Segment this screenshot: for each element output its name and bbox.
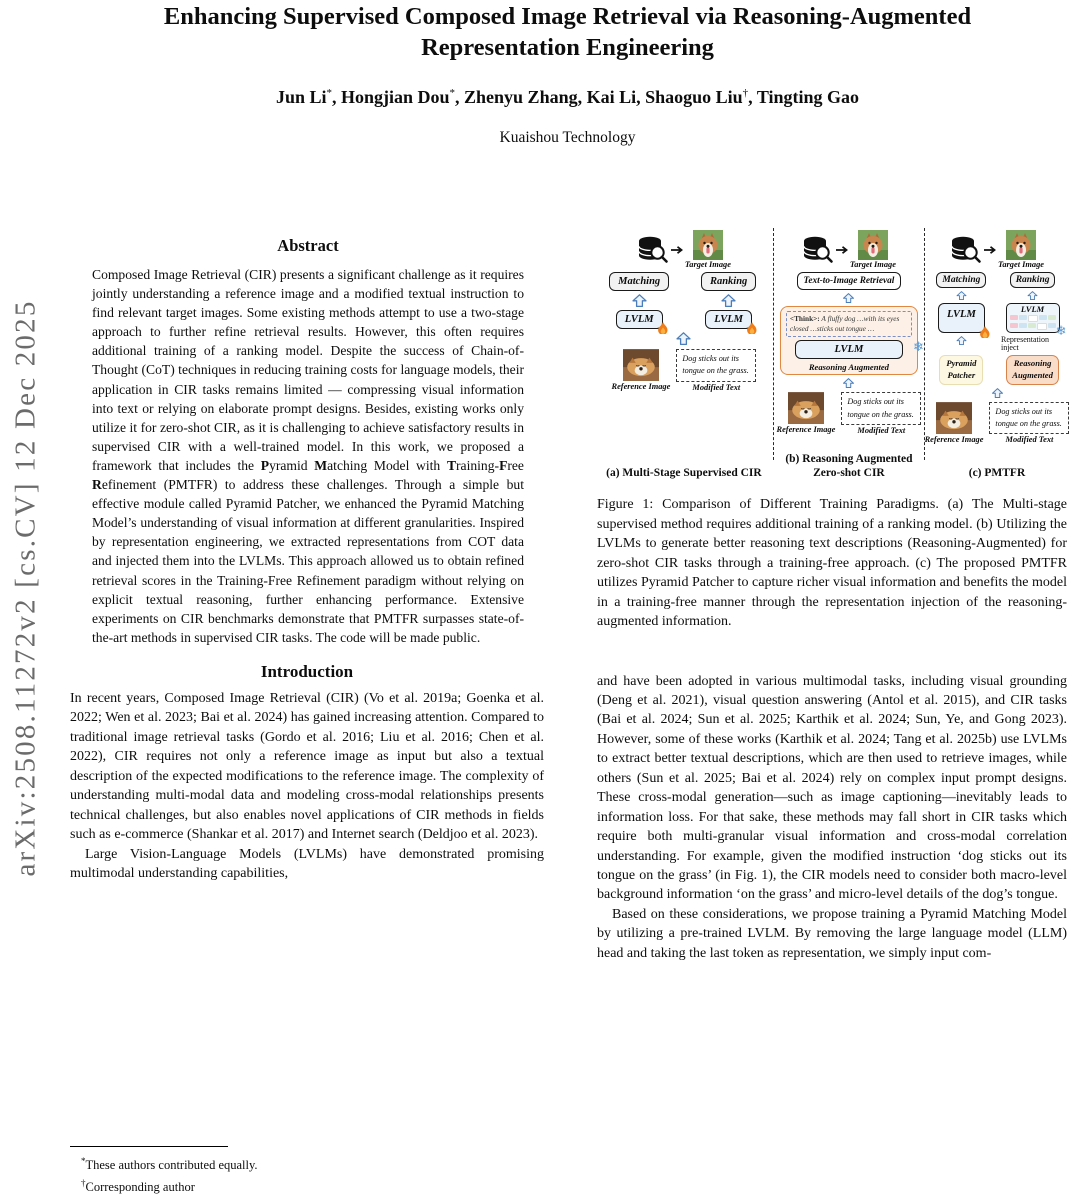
snowflake-icon: ❄ xyxy=(1055,324,1067,340)
modified-text-label: Modified Text xyxy=(1005,435,1054,445)
modified-text-box: Dog sticks out its tongue on the grass. xyxy=(989,402,1069,435)
target-image-label: Target Image xyxy=(684,260,731,269)
arrow-right-icon xyxy=(671,246,683,254)
abstract-heading: Abstract xyxy=(277,236,339,255)
flame-icon xyxy=(657,322,669,334)
reference-image xyxy=(936,402,972,434)
up-arrow-icon xyxy=(721,294,736,307)
footnotes xyxy=(70,1146,544,1196)
think-text-box: <Think>: A fluffy dog …with its eyes closed …sticks out tongue … xyxy=(786,311,912,337)
panel-separator xyxy=(773,228,774,460)
reference-image xyxy=(623,349,659,381)
right-column xyxy=(597,228,1067,963)
reference-image xyxy=(788,392,824,424)
matching-box: Matching xyxy=(936,272,986,288)
right-paragraph-2: Based on these considerations, we propose training a Pyramid Matching Model by utilizing a pre-trained LVLM. By removing the large language model (LLM) head and taking the last token as representation, we simply input com- xyxy=(597,906,1067,961)
snowflake-icon: ❄ xyxy=(913,340,924,356)
arxiv-sidebar-label: arXiv:2508.11272v2 [cs.CV] 12 Dec 2025 xyxy=(9,299,42,877)
up-arrow-icon xyxy=(955,291,968,300)
ranking-box: Ranking xyxy=(701,272,756,291)
target-image-label: Target Image xyxy=(998,260,1044,269)
representation-tokens xyxy=(1010,315,1056,322)
introduction-paragraph-1: In recent years, Composed Image Retrieval (CIR) (Vo et al. 2019a; Goenka et al. 2022; Wen et al. 2023; Bai et al. 2024) has gained increasing attention. Compared to traditional image retrieval tasks (Gordo et al. 2016; Liu et al. 2016; Chen et al. 2022), CIR requires not only a reference image as input but also a textual description of the expected modifications to the reference image. The complexity of understanding multi-modal data and modeling cross-modal relationships presents technical challenges, but also enables novel applications of CIR methods in fields such as e-commerce (Shankar et al. 2017) and Internet search (Deldjoo et al. 2023). xyxy=(70,690,544,843)
footnote-corresponding-author: †Corresponding author xyxy=(81,1178,195,1195)
representation-inject-label: Representation inject xyxy=(1000,335,1049,353)
reference-image-label: Reference Image xyxy=(924,434,984,444)
text-to-image-retrieval-box: Text-to-Image Retrieval xyxy=(797,272,902,290)
reasoning-augmented-label: Reasoning Augmented xyxy=(808,362,889,373)
abstract-text: Composed Image Retrieval (CIR) presents a significant challenge as it requires jointly understanding a reference image and a modified textual instruction to find relevant target images. Some existing methods attempt to use a two-stage approach to further refine retrieval results. However, this often requires additional training of a ranking model. Despite the success of Chain-of-Thought (CoT) techniques in reducing training costs for language models, their application in CIR tasks remains limited — compressing visual information into text or relying on elaborate prompt designs. Besides, existing works only utilize it for zero-shot CIR, as it is challenging to achieve satisfactory results in supervised CIR with a well-trained model. In this work, we proposed a framework that includes the Pyramid Matching Model with Training-Free Refinement (PMTFR) to address these challenges. Through a simple but effective module called Pyramid Patcher, we enhanced the Pyramid Matching Model’s understanding of visual information at different granularities. Inspired by representation engineering, we extracted representations from COT data and injected them into the LVLMs. This approach allowed us to obtain refined retrieval scores in the Training-Free Refinement paradigm without relying on explicit textual reasoning, further enhancing performance. Extensive experiments on CIR benchmarks demonstrate that PMTFR surpasses state-of-the-art methods in supervised CIR tasks. The code will be made public. xyxy=(92,267,524,645)
database-search-icon xyxy=(637,236,669,264)
up-arrow-icon xyxy=(955,336,968,345)
right-paragraph-1: and have been adopted in various multimodal tasks, including visual grounding (Deng et al. 2021), visual question answering (Antol et al. 2015), and CIR tasks (Bai et al. 2024; Sun et al. 2025; Karthik et al. 2024; Sun, Ye, and Gong 2023). However, some of these works (Karthik et al. 2024; Tang et al. 2025b) use LVLMs to extract better textual descriptions, which are then used to retrieve images, while others (Sun et al. 2025; Bai et al. 2024) rely on complex input prompt designs. These cross-modal generation—such as image captioning—inevitably leads to information loss. For that sake, these methods may fall short in CIR tasks which require both multi-granular visual information and cross-modal correlation understanding. For example, given the modified instruction ‘dog sticks out its tongue on the grass’ (in Fig. 1), the CIR models need to consider both macro-level background information ‘on the grass’ and micro-level details of the dog’s tongue. xyxy=(597,673,1067,903)
left-column xyxy=(70,236,544,883)
reasoning-augmented-box: Reasoning Augmented xyxy=(1006,355,1059,384)
up-arrow-icon xyxy=(1026,291,1039,300)
target-image-label: Target Image xyxy=(849,260,896,269)
reasoning-augmented-container xyxy=(780,306,924,375)
reference-image-label: Reference Image xyxy=(611,382,671,391)
target-image xyxy=(858,230,888,260)
pyramid-patcher-box: Pyramid Patcher xyxy=(939,355,983,384)
up-arrow-icon xyxy=(632,294,647,307)
modified-text-label: Modified Text xyxy=(692,382,741,392)
paper-title xyxy=(70,1,1065,63)
figure-1 xyxy=(597,228,1067,482)
modified-text-box: Dog sticks out its tongue on the grass. xyxy=(841,392,921,425)
introduction-paragraph-2: Large Vision-Language Models (LVLMs) have demonstrated promising multimodal understanding capabilities, xyxy=(70,846,544,881)
panel-c-caption: (c) PMTFR xyxy=(968,466,1026,479)
reference-image-label: Reference Image xyxy=(776,425,836,435)
up-arrow-icon xyxy=(842,378,855,388)
affiliation: Kuaishou Technology xyxy=(499,129,636,146)
arrow-right-icon xyxy=(836,246,848,254)
up-arrow-icon xyxy=(676,332,691,345)
paper-title-line2: Representation Engineering xyxy=(421,34,714,61)
panel-a-caption: (a) Multi-Stage Supervised CIR xyxy=(606,466,762,479)
modified-text-label: Modified Text xyxy=(857,426,906,435)
arrow-right-icon xyxy=(984,246,996,254)
up-arrow-icon xyxy=(991,388,1004,398)
introduction-heading: Introduction xyxy=(260,661,354,681)
flame-icon xyxy=(746,322,758,334)
representation-tokens xyxy=(1010,323,1056,330)
modified-text-box: Dog sticks out its tongue on the grass. xyxy=(676,349,756,382)
lvlm-representation-box: LVLM ❄ xyxy=(1006,303,1060,333)
footnote-equal-contribution: *These authors contributed equally. xyxy=(81,1156,258,1173)
target-image xyxy=(1006,230,1036,260)
lvlm-box: LVLM xyxy=(705,310,752,329)
figure-panel-c xyxy=(924,228,1067,482)
figure-panel-a xyxy=(597,228,771,482)
up-arrow-icon xyxy=(842,293,855,303)
lvlm-box: LVLM xyxy=(795,340,903,359)
footnote-rule xyxy=(70,1146,228,1147)
author-list: Jun Li*, Hongjian Dou*, Zhenyu Zhang, Kai Li, Shaoguo Liu†, Tingting Gao xyxy=(275,87,860,107)
ranking-box: Ranking xyxy=(1010,272,1056,288)
figure-1-caption: Figure 1: Comparison of Different Training Paradigms. (a) The Multi-stage supervised method requires additional training of a ranking model. (b) Utilizing the LVLMs to generate better reasoning text descriptions (Reasoning-Augmented) for zero-shot CIR tasks through a training-free approach. (c) The proposed PMTFR utilizes Pyramid Patcher to capture richer visual information and benefits the model in a training-free manner through the representation injection of the reasoning-augmented information. xyxy=(597,497,1067,629)
paper-title-line1: Enhancing Supervised Composed Image Retrieval via Reasoning-Augmented xyxy=(163,3,972,30)
database-search-icon xyxy=(802,236,834,264)
database-search-icon xyxy=(950,236,982,264)
lvlm-box: LVLM xyxy=(616,310,663,329)
flame-icon xyxy=(979,326,991,338)
matching-box: Matching xyxy=(609,272,669,291)
lvlm-box: LVLM xyxy=(938,303,985,333)
panel-b-caption: (b) Reasoning Augmented Zero-shot CIR xyxy=(785,453,913,479)
figure-panel-b xyxy=(776,228,922,482)
target-image xyxy=(693,230,723,260)
